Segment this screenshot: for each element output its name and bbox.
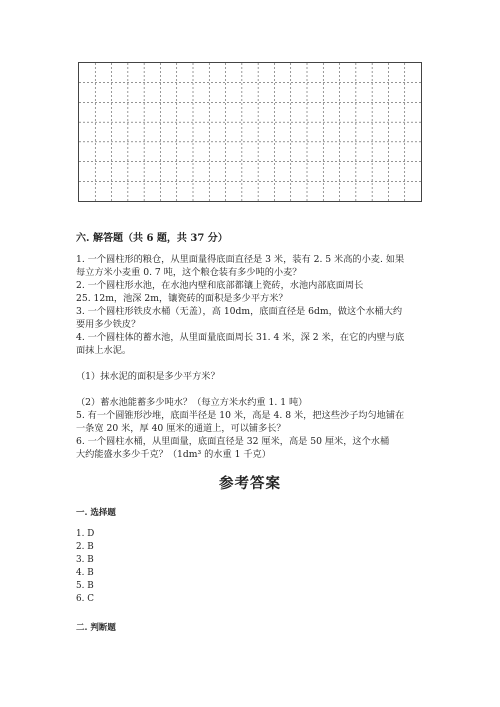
- question-4: [76, 331, 428, 358]
- answer-item: 6. C: [76, 593, 94, 604]
- question-3-line-1: 3. 一个圆柱形铁皮水桶（无盖），高 10dm，底面直径是 6dm，做这个水桶大约: [76, 306, 403, 317]
- answers-section-1-title: 一. 选择题: [76, 508, 116, 518]
- question-6-line-1: 6. 一个圆柱水桶，从里面量，底面直径是 32 厘米，高是 50 厘米，这个水桶: [76, 436, 390, 447]
- grid-lines: [79, 63, 421, 201]
- question-1: [76, 253, 428, 280]
- answer-item: 5. B: [76, 580, 94, 591]
- question-4-part-1: （1）抹水泥的面积是多少平方米？: [76, 371, 220, 382]
- question-6: [76, 435, 428, 462]
- answers-list: [76, 528, 94, 605]
- question-3: [76, 305, 428, 332]
- question-5-line-1: 5. 有一个圆锥形沙堆，底面半径是 10 米，高是 4. 8 米，把这些沙子均匀地铺在: [76, 410, 405, 421]
- answers-section-2-title: 二. 判断题: [76, 623, 116, 633]
- question-4-line-2: 面抹上水泥。: [76, 345, 132, 357]
- answer-item: 1. D: [76, 529, 95, 539]
- answers-title: 参考答案: [219, 475, 281, 492]
- answer-item: 2. B: [76, 541, 94, 552]
- answer-grid: [78, 62, 422, 202]
- question-4-part-2: （2）蓄水池能蓄多少吨水？（每立方米水约重 1. 1 吨）: [76, 397, 308, 408]
- question-4-line-1: 4. 一个圆柱体的蓄水池，从里面量底面周长 31. 4 米，深 2 米，在它的内壁与底: [76, 332, 405, 343]
- question-2-line-1: 2. 一个圆柱形水池，在水池内壁和底部都镶上瓷砖，水池内部底面周长: [76, 280, 364, 291]
- question-6-line-2: 大约能盛水多少千克？（1dm³ 的水重 1 千克）: [76, 449, 271, 461]
- question-1-line-2: 每立方米小麦重 0. 7 吨，这个粮仓装有多少吨的小麦？: [76, 267, 302, 279]
- question-5: [76, 409, 428, 436]
- answer-item: 3. B: [76, 554, 94, 565]
- section-6-title: 六. 解答题（共 6 题，共 37 分）: [76, 233, 228, 244]
- question-1-line-1: 1. 一个圆柱形的粮仓，从里面量得底面直径是 3 米，装有 2. 5 米高的小麦. 如果: [76, 254, 405, 265]
- question-3-line-2: 要用多少铁皮？: [76, 319, 141, 331]
- question-2: [76, 279, 428, 306]
- answer-item: 4. B: [76, 567, 94, 578]
- question-2-line-2: 25. 12m，池深 2m，镶瓷砖的面积是多少平方米？: [76, 293, 288, 305]
- question-5-line-2: 一条宽 20 米，厚 40 厘米的通道上，可以铺多长？: [76, 423, 286, 435]
